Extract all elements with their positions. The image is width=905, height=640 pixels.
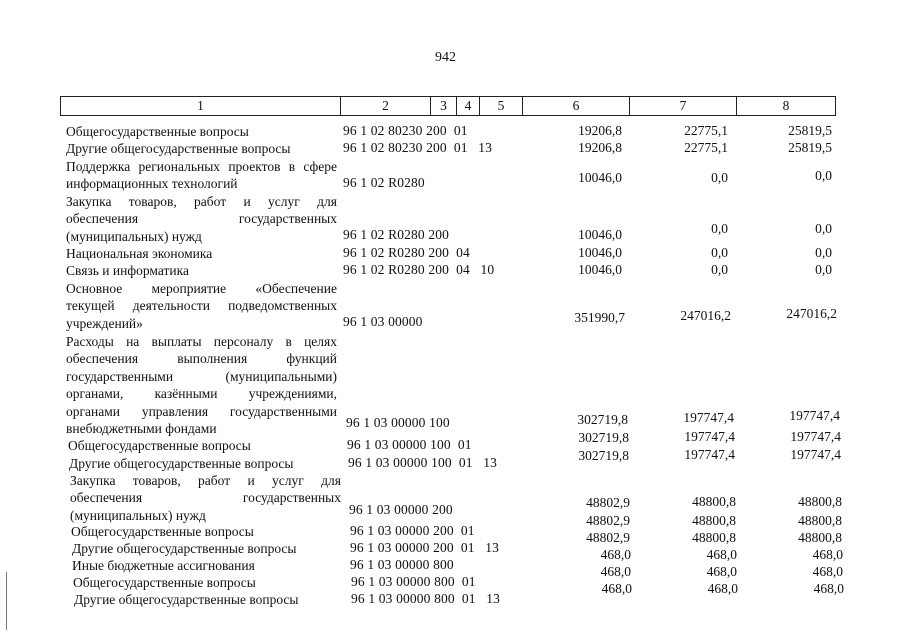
row-value-7: 0,0 (711, 170, 728, 185)
row-value-8: 25819,5 (788, 123, 832, 138)
row-code: 96 1 03 00000 100 01 13 (348, 455, 498, 470)
row-value-6: 10046,0 (578, 245, 622, 260)
row-value-8: 25819,5 (788, 140, 832, 155)
row-code: 96 1 02 R0280 (343, 175, 425, 190)
row-value-6: 351990,7 (574, 310, 625, 325)
row-value-6: 48802,9 (586, 513, 630, 528)
row-value-7: 0,0 (711, 245, 728, 260)
row-value-7: 197747,4 (684, 447, 735, 462)
row-value-8: 48800,8 (798, 494, 842, 509)
header-col-6: 6 (572, 98, 580, 113)
scan-edge-line (6, 572, 7, 630)
row-code: 96 1 03 00000 100 (346, 415, 450, 430)
row-name: Общегосударственные вопросы (66, 124, 249, 139)
row-code: 96 1 03 00000 100 01 (347, 437, 472, 452)
row-value-6: 302719,8 (578, 430, 629, 445)
header-col-3: 3 (440, 98, 447, 113)
row-code: 96 1 03 00000 800 01 13 (351, 591, 501, 606)
row-name: Общегосударственные вопросы (71, 524, 254, 539)
row-name: Закупка товаров, работ и услуг для обеспечения государственных (муниципальных) нужд (70, 473, 341, 523)
row-name: Общегосударственные вопросы (73, 575, 256, 590)
row-value-6: 468,0 (600, 547, 631, 562)
row-code: 96 1 03 00000 (343, 314, 423, 329)
row-value-6: 19206,8 (578, 123, 622, 138)
row-value-8: 197747,4 (789, 408, 840, 423)
row-value-8: 48800,8 (798, 513, 842, 528)
row-code: 96 1 02 80230 200 01 13 (343, 140, 493, 155)
row-value-7: 197747,4 (683, 410, 734, 425)
row-value-7: 468,0 (706, 564, 737, 579)
row-name: Другие общегосударственные вопросы (69, 456, 294, 471)
row-value-6: 10046,0 (578, 262, 622, 277)
row-value-8: 468,0 (812, 547, 843, 562)
row-value-8: 48800,8 (798, 530, 842, 545)
header-col-1: 1 (197, 98, 204, 113)
header-col-2: 2 (382, 98, 389, 113)
header-col-4: 4 (464, 98, 472, 113)
row-code: 96 1 03 00000 800 (350, 557, 454, 572)
row-value-7: 22775,1 (684, 123, 728, 138)
row-value-7: 48800,8 (692, 494, 736, 509)
row-code: 96 1 03 00000 200 01 (350, 523, 475, 538)
row-value-7: 48800,8 (692, 513, 736, 528)
row-value-7: 0,0 (711, 262, 728, 277)
header-col-8: 8 (782, 98, 790, 113)
row-value-6: 48802,9 (586, 495, 630, 510)
row-code: 96 1 03 00000 800 01 (351, 574, 476, 589)
row-name: Национальная экономика (66, 246, 213, 261)
row-value-6: 468,0 (600, 564, 631, 579)
row-value-7: 247016,2 (680, 308, 731, 323)
row-value-6: 19206,8 (578, 140, 622, 155)
row-value-8: 468,0 (813, 581, 844, 596)
row-value-8: 0,0 (815, 262, 832, 277)
header-col-7: 7 (679, 98, 687, 113)
row-name: Другие общегосударственные вопросы (72, 541, 297, 556)
row-name: Связь и информатика (66, 263, 189, 278)
row-value-8: 0,0 (815, 221, 832, 236)
row-value-7: 22775,1 (684, 140, 728, 155)
row-value-8: 197747,4 (790, 447, 841, 462)
row-code: 96 1 03 00000 200 01 13 (350, 540, 500, 555)
row-name: Поддержка региональных проектов в сфере информационных технологий (66, 159, 337, 192)
row-code: 96 1 02 R0280 200 (343, 227, 450, 242)
page-number: 942 (435, 50, 456, 65)
row-name: Основное мероприятие «Обеспечение текущей деятельности подведомственных учреждений» (66, 281, 337, 331)
row-name: Расходы на выплаты персоналу в целях обеспечения выполнения функций государственными (муниципальными) органами, казёнными учреждениями, органами управления государственными внебюджетными фондами (66, 334, 337, 437)
row-value-6: 48802,9 (586, 530, 630, 545)
row-name: Другие общегосударственные вопросы (66, 141, 291, 156)
row-name: Общегосударственные вопросы (68, 438, 251, 453)
header-col-5: 5 (497, 98, 505, 113)
row-name: Закупка товаров, работ и услуг для обеспечения государственных (муниципальных) нужд (66, 194, 337, 244)
row-value-7: 468,0 (706, 547, 737, 562)
row-value-6: 10046,0 (578, 170, 622, 185)
row-value-7: 468,0 (707, 581, 738, 596)
row-value-8: 247016,2 (786, 306, 837, 321)
row-value-6: 468,0 (601, 581, 632, 596)
row-value-7: 0,0 (711, 221, 728, 236)
row-name: Другие общегосударственные вопросы (74, 592, 299, 607)
row-code: 96 1 02 R0280 200 04 (343, 245, 470, 260)
row-code: 96 1 02 R0280 200 04 10 (343, 262, 495, 277)
row-code: 96 1 02 80230 200 01 (343, 123, 468, 138)
row-name: Иные бюджетные ассигнования (72, 558, 255, 573)
row-code: 96 1 03 00000 200 (349, 502, 453, 517)
row-value-8: 0,0 (815, 245, 832, 260)
row-value-8: 468,0 (812, 564, 843, 579)
row-value-8: 197747,4 (790, 429, 841, 444)
row-value-7: 48800,8 (692, 530, 736, 545)
row-value-7: 197747,4 (684, 429, 735, 444)
row-value-6: 10046,0 (578, 227, 622, 242)
row-value-8: 0,0 (815, 168, 832, 183)
row-value-6: 302719,8 (577, 412, 628, 427)
table-header-row (60, 96, 836, 116)
row-value-6: 302719,8 (578, 448, 629, 463)
